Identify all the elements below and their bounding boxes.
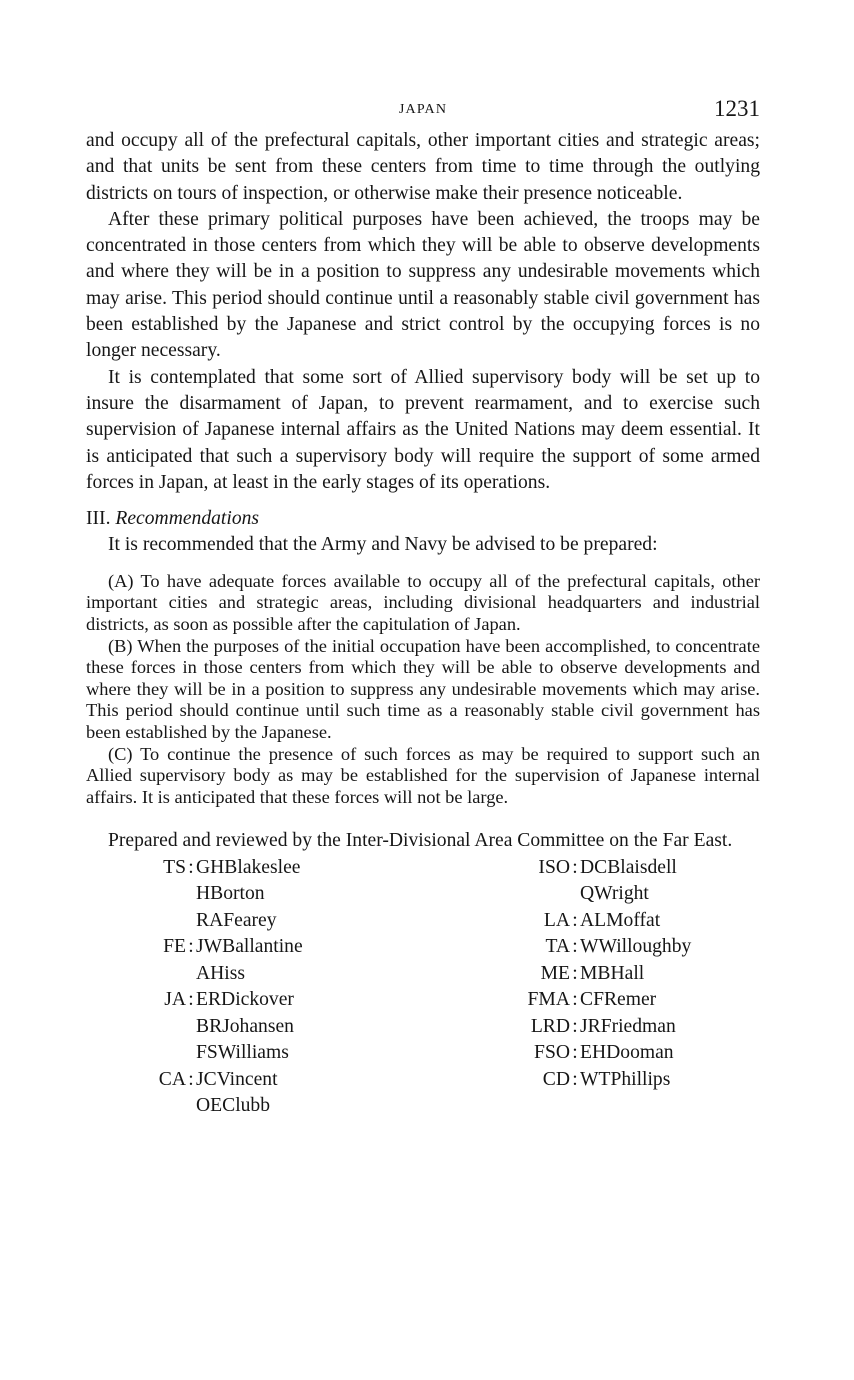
signatory-name: JCVincent: [196, 1068, 278, 1090]
signature-row: [504, 1040, 691, 1067]
running-title: JAPAN: [398, 102, 448, 117]
signatory-name: JWBallantine: [196, 936, 303, 958]
signature-row: [136, 934, 303, 961]
signature-column-left: [136, 855, 303, 1120]
prepared-by-block: [86, 828, 760, 854]
division-code: CD: [542, 1068, 570, 1090]
separator: :: [572, 1068, 578, 1090]
signature-column-right: [504, 855, 691, 1094]
signature-list: [86, 855, 760, 1145]
signatory-name: HBorton: [196, 883, 265, 905]
division-code: TS: [163, 856, 186, 878]
recommendation-intro-block: [86, 532, 760, 558]
signatory-name: DCBlaisdell: [580, 856, 677, 878]
signature-row: [136, 1093, 303, 1120]
division-code: JA: [164, 989, 186, 1011]
signature-row: [504, 855, 691, 882]
body-text: [86, 128, 760, 496]
division-code: ISO: [538, 856, 570, 878]
division-code: TA: [545, 936, 570, 958]
signatory-name: CFRemer: [580, 989, 657, 1011]
signatory-name: FSWilliams: [196, 1042, 289, 1064]
signatory-name: MBHall: [580, 962, 645, 984]
paragraph-troops: After these primary political purposes have been achieved, the troops may be concentrated in those centers from which they will be able to observe developments and where they will be in a position to suppress any undesirable movements which may arise. This period should continue until a reasonably stable civil government has been established by the Japanese and strict control by the occupying forces is no longer necessary.: [86, 208, 760, 362]
document-page: [86, 96, 760, 1145]
division-code: FSO: [534, 1042, 570, 1064]
signatory-name: AHiss: [196, 962, 245, 984]
signature-row: [136, 961, 303, 988]
recommendation-list: [86, 571, 760, 809]
separator: :: [572, 1015, 578, 1037]
signature-row: [136, 1067, 303, 1094]
signatory-name: JRFriedman: [580, 1015, 676, 1037]
signature-row: [136, 908, 303, 935]
signature-row: [136, 1014, 303, 1041]
separator: :: [572, 856, 578, 878]
signature-row: [504, 881, 691, 908]
running-head: [86, 96, 760, 128]
signature-row: [136, 881, 303, 908]
signature-row: [504, 987, 691, 1014]
paragraph-continuation: and occupy all of the prefectural capitals, other important cities and strategic areas; and that units be sent from these centers from time to time through the outlying districts on tours of inspection, or otherwise make their presence noticeable.: [86, 130, 760, 204]
separator: :: [188, 989, 194, 1011]
signatory-name: ERDickover: [196, 989, 294, 1011]
separator: :: [572, 909, 578, 931]
signatory-name: QWright: [580, 883, 649, 905]
signature-row: [504, 961, 691, 988]
section-title: Recommendations: [115, 508, 260, 530]
separator: :: [188, 1068, 194, 1090]
page-number: 1231: [714, 96, 760, 121]
recommendation-b: (B) When the purposes of the initial occupation have been accomplished, to concentrate these forces in those centers from which they will be able to observe developments and where they will be in a position to suppress any undesirable movements which may arise. This period should continue until such time as a reasonably stable civil government has been established by the Japanese.: [86, 635, 760, 742]
signatory-name: RAFearey: [196, 909, 277, 931]
signatory-name: WWilloughby: [580, 936, 692, 958]
section-number: III.: [86, 508, 111, 530]
separator: :: [572, 1042, 578, 1064]
signature-row: [504, 934, 691, 961]
signatory-name: BRJohansen: [196, 1015, 294, 1037]
separator: :: [572, 936, 578, 958]
signatory-name: EHDooman: [580, 1042, 674, 1064]
recommendation-a: (A) To have adequate forces available to occupy all of the prefectural capitals, other important cities and strategic areas, including divisional headquarters and industrial districts, as soon as possible after the capitulation of Japan.: [86, 570, 760, 634]
signatory-name: OEClubb: [196, 1095, 271, 1117]
signature-row: [504, 1014, 691, 1041]
section-heading: [86, 506, 760, 532]
paragraph-supervisory-body: It is contemplated that some sort of Allied supervisory body will be set up to insure the disarmament of Japan, to prevent rearmament, and to exercise such supervision of Japanese internal affairs as the United Nations may deem essential. It is anticipated that such a supervisory body will require the support of some armed forces in Japan, at least in the early stages of its operations.: [86, 366, 760, 493]
separator: :: [188, 936, 194, 958]
separator: :: [572, 962, 578, 984]
recommendation-c: (C) To continue the presence of such forces as may be required to support such an Allied supervisory body as may be established for the supervision of Japanese internal affairs. It is anticipated that these forces will not be large.: [86, 743, 760, 807]
signatory-name: GHBlakeslee: [196, 856, 301, 878]
signature-row: [504, 1067, 691, 1094]
division-code: LA: [543, 909, 570, 931]
division-code: CA: [158, 1068, 186, 1090]
division-code: FMA: [527, 989, 570, 1011]
separator: :: [572, 989, 578, 1011]
signature-row: [136, 855, 303, 882]
signatory-name: WTPhillips: [580, 1068, 671, 1090]
recommendation-intro: It is recommended that the Army and Navy be advised to be prepared:: [108, 534, 658, 556]
signature-row: [504, 908, 691, 935]
division-code: LRD: [530, 1015, 570, 1037]
signatory-name: ALMoffat: [580, 909, 661, 931]
signature-row: [136, 1040, 303, 1067]
separator: :: [188, 856, 194, 878]
division-code: FE: [163, 936, 186, 958]
division-code: ME: [540, 962, 570, 984]
prepared-by: Prepared and reviewed by the Inter-Divisional Area Committee on the Far East.: [108, 830, 733, 852]
signature-row: [136, 987, 303, 1014]
